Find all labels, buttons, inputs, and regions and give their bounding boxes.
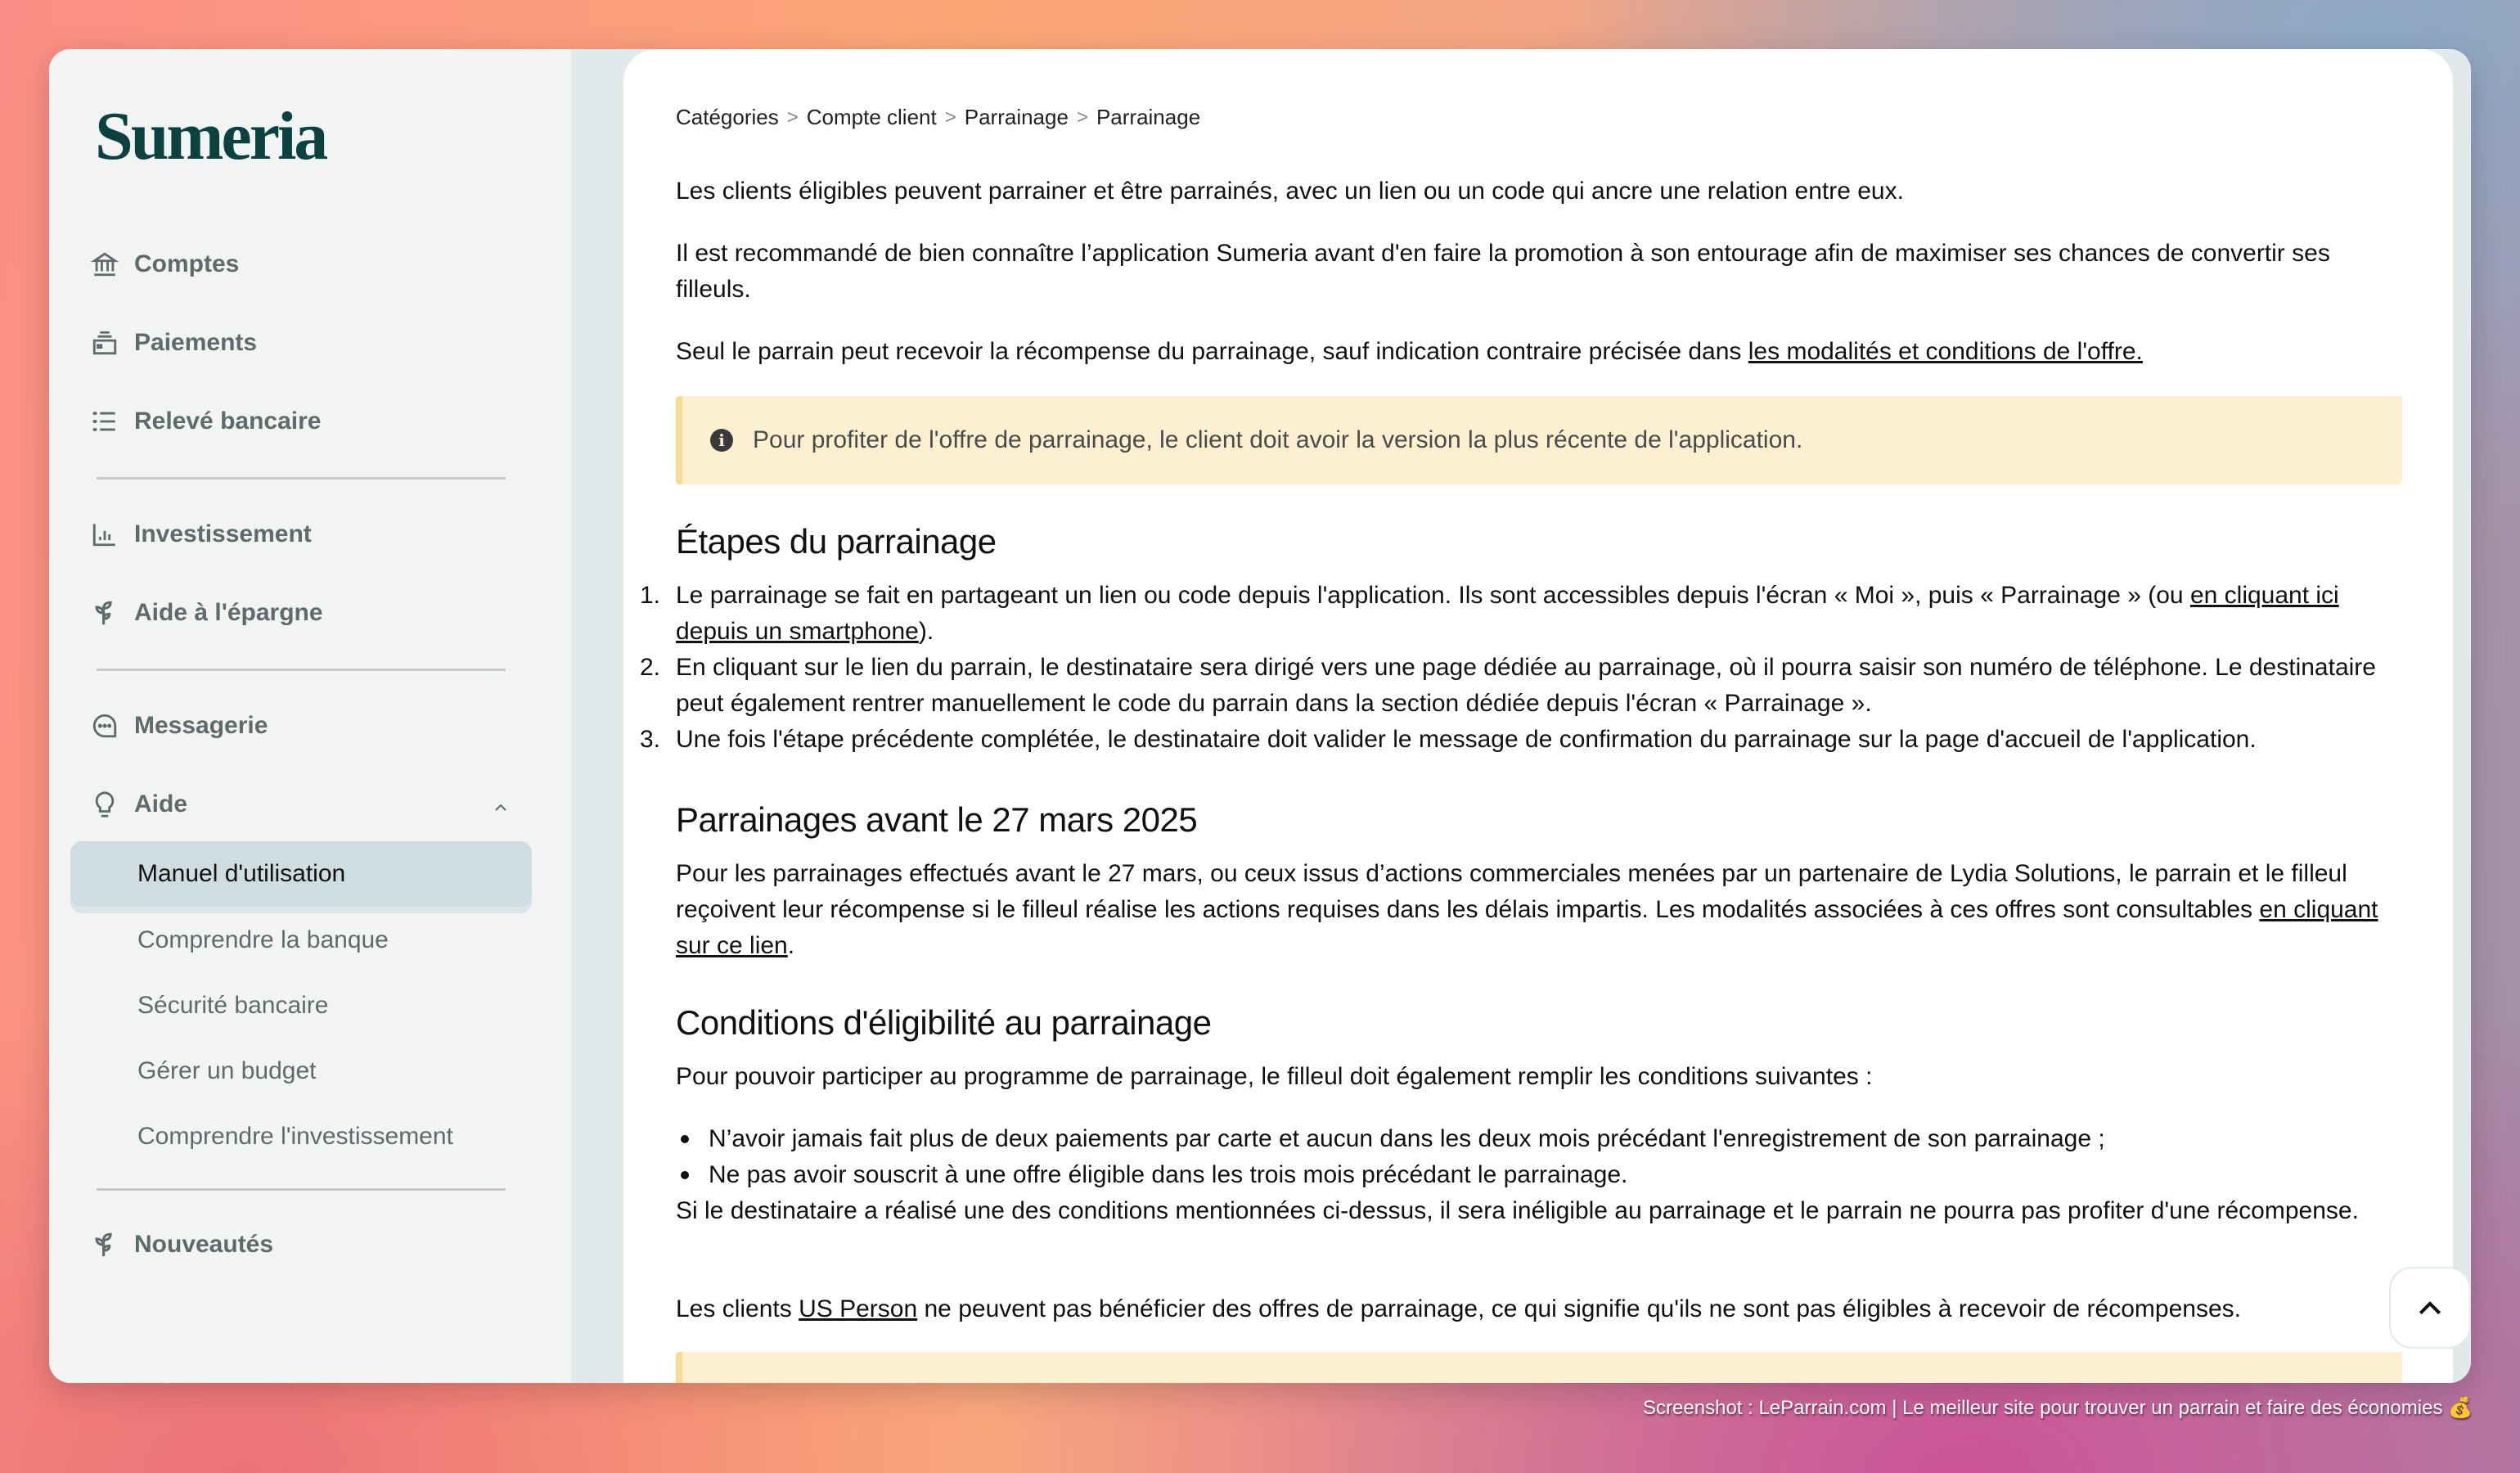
offer-terms-link[interactable]: les modalités et conditions de l'offre. bbox=[1748, 338, 2143, 365]
sidebar-item-label: Comptes bbox=[134, 250, 240, 277]
bank-icon bbox=[90, 250, 119, 279]
info-callout-partial bbox=[676, 1352, 2402, 1383]
app-window bbox=[49, 49, 2471, 1383]
sidebar-subitem-comprendre-banque[interactable] bbox=[70, 908, 532, 973]
us-person-link[interactable]: US Person bbox=[799, 1295, 918, 1322]
conditions-list bbox=[676, 1121, 2402, 1193]
sidebar-item-label: Investissement bbox=[134, 520, 312, 547]
list-item bbox=[640, 722, 2402, 758]
section-title: Conditions d'éligibilité au parrainage bbox=[676, 1003, 1212, 1042]
sidebar-subitem-label: Manuel d'utilisation bbox=[137, 860, 346, 887]
sidebar-item-investissement[interactable] bbox=[90, 510, 312, 559]
chevron-up-icon bbox=[2414, 1291, 2446, 1324]
intro-paragraph: Il est recommandé de bien connaître l’application Sumeria avant d'en faire la promotion à son entourage afin de maximiser ses chances de convertir ses filleuls. bbox=[676, 240, 2330, 303]
chevron-up-icon[interactable] bbox=[491, 798, 511, 818]
list-number: 3. bbox=[640, 726, 661, 753]
chat-bubble-icon bbox=[90, 711, 119, 741]
sidebar-item-comptes[interactable] bbox=[90, 240, 239, 289]
scroll-to-top-button[interactable] bbox=[2389, 1267, 2471, 1349]
chevron-right-icon: > bbox=[1076, 106, 1088, 128]
sidebar-item-paiements[interactable] bbox=[90, 318, 257, 367]
breadcrumb-item[interactable]: Compte client bbox=[806, 105, 937, 129]
lightbulb-icon bbox=[90, 790, 119, 819]
steps-list bbox=[640, 578, 2402, 758]
wallet-icon bbox=[90, 328, 119, 358]
paragraph-text: Les clients bbox=[676, 1295, 799, 1322]
section-title: Parrainages avant le 27 mars 2025 bbox=[676, 800, 1198, 839]
info-callout bbox=[676, 396, 2402, 484]
paragraph-text: Pour les parrainages effectués avant le 27 mars, ou ceux issus d’actions commerciales menées par un partenaire de Lydia Solutions, le parrain et le filleul reçoivent leur récompense si le filleul réalise les actions requises dans les délais impartis. Les modalités associées à ces offres sont consultables bbox=[676, 860, 2347, 923]
sidebar-item-nouveautes[interactable] bbox=[90, 1220, 273, 1269]
sidebar-item-label: Messagerie bbox=[134, 712, 268, 739]
paragraph-text: Seul le parrain peut recevoir la récompense du parrainage, sauf indication contraire précisée dans bbox=[676, 338, 1748, 365]
section-paragraph: Pour pouvoir participer au programme de parrainage, le filleul doit également remplir les conditions suivantes : bbox=[676, 1063, 1873, 1090]
sidebar-item-releve-bancaire[interactable] bbox=[90, 397, 321, 446]
bar-chart-icon bbox=[90, 520, 119, 549]
chevron-right-icon: > bbox=[944, 106, 956, 128]
paragraph-text: . bbox=[787, 932, 795, 959]
smartphone-link[interactable]: en cliquant ici depuis un smartphone bbox=[676, 582, 2339, 645]
sidebar-item-label: Paiements bbox=[134, 329, 258, 356]
list-item bbox=[640, 650, 2402, 722]
sprout-icon bbox=[90, 598, 119, 628]
list-icon bbox=[90, 407, 119, 436]
breadcrumb-item[interactable]: Catégories bbox=[676, 105, 779, 129]
sidebar-item-aide[interactable] bbox=[90, 780, 187, 829]
sidebar-item-label: Relevé bancaire bbox=[134, 408, 322, 435]
scrollbar-track[interactable] bbox=[2453, 49, 2471, 1383]
logo[interactable]: Sumeria bbox=[95, 98, 326, 174]
breadcrumb-item[interactable]: Parrainage bbox=[964, 105, 1069, 129]
chevron-right-icon: > bbox=[786, 106, 799, 128]
list-item bbox=[640, 578, 2402, 650]
info-icon: i bbox=[710, 429, 733, 452]
list-text: En cliquant sur le lien du parrain, le destinataire sera dirigé vers une page dédiée au parrainage, où il pourra saisir son numéro de téléphone. Le destinataire peut également rentrer manuellement le code du parrain dans la section dédiée depuis l'écran « Parrainage ». bbox=[676, 654, 2376, 717]
sidebar-item-aide-epargne[interactable] bbox=[90, 588, 323, 637]
sidebar-divider bbox=[97, 1188, 506, 1191]
list-text: Le parrainage se fait en partageant un lien ou code depuis l'application. Ils sont accessibles depuis l'écran « Moi », puis « Parrainage » (ou bbox=[676, 582, 2190, 609]
sidebar-item-label: Nouveautés bbox=[134, 1231, 274, 1258]
list-item: N’avoir jamais fait plus de deux paiements par carte et aucun dans les deux mois précédant l'enregistrement de son parrainage ; bbox=[676, 1121, 2402, 1157]
list-number: 1. bbox=[640, 582, 661, 609]
sidebar-subitem-gerer-budget[interactable] bbox=[70, 1038, 532, 1104]
breadcrumb-item-current: Parrainage bbox=[1096, 105, 1201, 129]
sidebar-subitem-manuel-utilisation[interactable] bbox=[70, 841, 532, 907]
sidebar-item-label: Aide bbox=[134, 791, 188, 818]
sidebar-divider bbox=[97, 477, 506, 480]
section-paragraph bbox=[676, 1291, 2402, 1327]
list-text: ). bbox=[918, 618, 934, 645]
sidebar-subitem-label: Sécurité bancaire bbox=[137, 992, 329, 1019]
intro-paragraph bbox=[676, 334, 2402, 370]
sidebar-subitem-label: Comprendre la banque bbox=[137, 926, 389, 953]
section-paragraph: Si le destinataire a réalisé une des conditions mentionnées ci-dessus, il sera inéligible au parrainage et le parrain ne pourra pas profiter d'une récompense. bbox=[676, 1197, 2359, 1224]
sidebar-subitem-label: Comprendre l'investissement bbox=[137, 1123, 453, 1150]
paragraph-text: ne peuvent pas bénéficier des offres de parrainage, ce qui signifie qu'ils ne sont pas éligibles à recevoir de récompenses. bbox=[917, 1295, 2241, 1322]
list-item: Ne pas avoir souscrit à une offre éligible dans les trois mois précédant le parrainage. bbox=[676, 1157, 2402, 1193]
sidebar-subitem-label: Gérer un budget bbox=[137, 1057, 317, 1084]
list-text: Une fois l'étape précédente complétée, le destinataire doit valider le message de confirmation du parrainage sur la page d'accueil de l'application. bbox=[676, 726, 2257, 753]
sidebar-item-messagerie[interactable] bbox=[90, 701, 268, 750]
article-panel bbox=[623, 49, 2453, 1383]
list-number: 2. bbox=[640, 654, 661, 681]
section-paragraph bbox=[676, 856, 2402, 964]
sidebar-divider bbox=[97, 669, 506, 671]
sidebar-subitem-comprendre-investissement[interactable] bbox=[70, 1104, 532, 1169]
callout-text: Pour profiter de l'offre de parrainage, le client doit avoir la version la plus récente de l'application. bbox=[753, 426, 1803, 453]
sprout-icon bbox=[90, 1230, 119, 1259]
sidebar-item-label: Aide à l'épargne bbox=[134, 599, 323, 626]
sidebar bbox=[49, 49, 571, 1383]
offer-details-link[interactable]: en cliquant sur ce lien bbox=[676, 896, 2378, 959]
sidebar-subitem-securite-bancaire[interactable] bbox=[70, 973, 532, 1038]
intro-paragraph: Les clients éligibles peuvent parrainer et être parrainés, avec un lien ou un code qui ancre une relation entre eux. bbox=[676, 178, 1904, 205]
section-title: Étapes du parrainage bbox=[676, 522, 997, 561]
screenshot-credit: Screenshot : LeParrain.com | Le meilleur site pour trouver un parrain et faire des économies 💰 bbox=[1643, 1397, 2473, 1419]
breadcrumb bbox=[676, 105, 1200, 130]
